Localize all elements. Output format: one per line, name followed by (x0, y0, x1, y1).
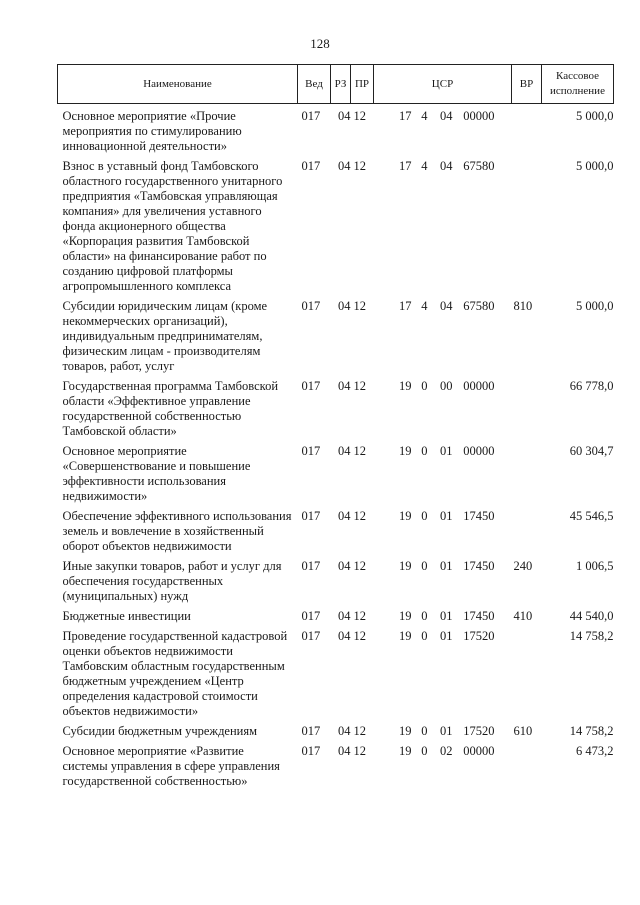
table-row (58, 744, 614, 794)
csr-code (374, 299, 495, 314)
cell-vr (512, 629, 542, 724)
cell-rz: 04 (338, 744, 351, 758)
header-sum: Кассовое исполнение (542, 65, 614, 104)
csr-part: 4 (421, 159, 428, 173)
csr-part: 17520 (463, 724, 495, 738)
csr-part: 4 (421, 109, 428, 123)
cell-name: Основное мероприятие «Развитие системы управления в сфере управления государственной собственностью» (62, 744, 280, 788)
csr-part: 0 (421, 559, 428, 573)
header-csr: ЦСР (374, 65, 512, 104)
table-row (58, 609, 614, 629)
cell-ved: 017 (301, 379, 321, 393)
cell-ved: 017 (301, 509, 321, 523)
cell-name: Субсидии бюджетным учреждениям (62, 724, 258, 738)
cell-pr: 12 (353, 109, 366, 123)
csr-code (374, 724, 495, 739)
cell-sum: 44 540,0 (569, 609, 614, 623)
csr-part: 0 (421, 724, 428, 738)
csr-code (374, 609, 495, 624)
header-rz: РЗ (331, 65, 351, 104)
cell-pr: 12 (353, 609, 366, 623)
cell-name: Бюджетные инвестиции (62, 609, 191, 623)
cell-name: Основное мероприятие «Совершенствование и повышение эффективности использования недвижимости» (62, 444, 251, 503)
header-pr: ПР (351, 65, 374, 104)
cell-ved: 017 (301, 109, 321, 123)
cell-sum: 1 006,5 (576, 559, 614, 573)
cell-sum: 66 778,0 (569, 379, 614, 393)
csr-part: 01 (440, 444, 453, 458)
csr-part: 19 (399, 509, 412, 523)
csr-code (374, 109, 495, 124)
cell-vr: 610 (513, 724, 533, 738)
cell-vr (512, 444, 542, 509)
table-row (58, 509, 614, 559)
csr-part: 19 (399, 629, 412, 643)
csr-part: 17450 (463, 509, 495, 523)
table-row (58, 444, 614, 509)
budget-table (57, 64, 614, 794)
csr-part: 00000 (463, 109, 495, 123)
csr-part: 0 (421, 444, 428, 458)
cell-rz: 04 (338, 109, 351, 123)
csr-part: 17 (399, 109, 412, 123)
cell-vr (512, 379, 542, 444)
cell-ved: 017 (301, 559, 321, 573)
csr-part: 17520 (463, 629, 495, 643)
cell-pr: 12 (353, 159, 366, 173)
table-header (58, 65, 614, 104)
csr-part: 0 (421, 609, 428, 623)
table-row (58, 104, 614, 160)
cell-ved: 017 (301, 629, 321, 643)
csr-part: 0 (421, 379, 428, 393)
header-vr: ВР (512, 65, 542, 104)
cell-csr (374, 379, 512, 394)
csr-part: 19 (399, 559, 412, 573)
cell-sum: 45 546,5 (569, 509, 614, 523)
cell-sum: 5 000,0 (576, 109, 614, 123)
cell-name: Иные закупки товаров, работ и услуг для обеспечения государственных (муниципальных) нужд (62, 559, 282, 603)
page-number: 128 (310, 36, 330, 51)
table-row (58, 159, 614, 299)
cell-pr: 12 (353, 509, 366, 523)
cell-vr: 810 (513, 299, 533, 313)
cell-rz: 04 (338, 379, 351, 393)
csr-part: 17450 (463, 609, 495, 623)
csr-part: 17 (399, 159, 412, 173)
cell-pr: 12 (353, 444, 366, 458)
cell-rz: 04 (338, 629, 351, 643)
cell-csr (374, 629, 512, 644)
cell-ved: 017 (301, 609, 321, 623)
csr-code (374, 744, 495, 759)
cell-rz: 04 (338, 609, 351, 623)
cell-rz: 04 (338, 509, 351, 523)
cell-ved: 017 (301, 159, 321, 173)
cell-csr (374, 299, 512, 314)
cell-sum: 14 758,2 (569, 724, 614, 738)
table-row (58, 629, 614, 724)
csr-code (374, 159, 495, 174)
csr-part: 19 (399, 609, 412, 623)
cell-vr: 410 (513, 609, 533, 623)
table-row (58, 379, 614, 444)
csr-part: 0 (421, 744, 428, 758)
csr-part: 01 (440, 724, 453, 738)
cell-ved: 017 (301, 744, 321, 758)
cell-rz: 04 (338, 159, 351, 173)
csr-part: 19 (399, 444, 412, 458)
cell-vr: 240 (513, 559, 533, 573)
table-body (58, 104, 614, 795)
header-name: Наименование (58, 65, 298, 104)
csr-part: 04 (440, 159, 453, 173)
header-ved: Вед (298, 65, 331, 104)
csr-part: 17 (399, 299, 412, 313)
cell-name: Основное мероприятие «Прочие мероприятия по стимулированию инновационной деятельности» (62, 109, 242, 153)
cell-csr (374, 509, 512, 524)
cell-pr: 12 (353, 559, 366, 573)
cell-csr (374, 724, 512, 739)
csr-part: 0 (421, 629, 428, 643)
cell-sum: 5 000,0 (576, 159, 614, 173)
cell-vr (512, 744, 542, 794)
cell-name: Взнос в уставный фонд Тамбовского областного государственного унитарного предприятия «Тамбовская управляющая компания» для увеличения уставного фонда акционерного общества «Корпорация развития Тамбовской области» на финансирование работ по созданию цифровой платформы агропромышленного комплекса (62, 159, 283, 293)
cell-sum: 5 000,0 (576, 299, 614, 313)
cell-vr (512, 159, 542, 299)
cell-pr: 12 (353, 744, 366, 758)
csr-part: 00 (440, 379, 453, 393)
table-row (58, 724, 614, 744)
cell-vr (512, 104, 542, 160)
cell-ved: 017 (301, 444, 321, 458)
csr-part: 67580 (463, 299, 495, 313)
cell-sum: 14 758,2 (569, 629, 614, 643)
csr-part: 19 (399, 744, 412, 758)
csr-code (374, 444, 495, 459)
cell-ved: 017 (301, 724, 321, 738)
cell-name: Обеспечение эффективного использования земель и вовлечение в хозяйственный оборот объектов недвижимости (62, 509, 292, 553)
cell-rz: 04 (338, 559, 351, 573)
table-row (58, 559, 614, 609)
csr-code (374, 379, 495, 394)
csr-code (374, 629, 495, 644)
cell-pr: 12 (353, 379, 366, 393)
cell-csr (374, 444, 512, 459)
cell-rz: 04 (338, 444, 351, 458)
csr-part: 00000 (463, 744, 495, 758)
csr-part: 02 (440, 744, 453, 758)
csr-part: 01 (440, 629, 453, 643)
cell-rz: 04 (338, 724, 351, 738)
cell-csr (374, 609, 512, 624)
csr-part: 19 (399, 724, 412, 738)
csr-part: 4 (421, 299, 428, 313)
csr-code (374, 509, 495, 524)
csr-part: 01 (440, 559, 453, 573)
cell-pr: 12 (353, 629, 366, 643)
table-row (58, 299, 614, 379)
cell-name: Субсидии юридическим лицам (кроме некоммерческих организаций), индивидуальным предпринимателям, физическим лицам - производителям товаров, работ, услуг (62, 299, 268, 373)
cell-csr (374, 159, 512, 174)
cell-csr (374, 559, 512, 574)
cell-csr (374, 104, 512, 124)
csr-part: 67580 (463, 159, 495, 173)
cell-name: Проведение государственной кадастровой оценки объектов недвижимости Тамбовским областным государственным бюджетным учреждением «Центр определения кадастровой стоимости объектов недвижимости» (62, 629, 288, 718)
cell-vr (512, 509, 542, 559)
csr-part: 04 (440, 299, 453, 313)
csr-code (374, 559, 495, 574)
cell-sum: 6 473,2 (576, 744, 614, 758)
csr-part: 00000 (463, 379, 495, 393)
cell-name: Государственная программа Тамбовской области «Эффективное управление государственной собственностью Тамбовской области» (62, 379, 279, 438)
cell-rz: 04 (338, 299, 351, 313)
csr-part: 00000 (463, 444, 495, 458)
csr-part: 17450 (463, 559, 495, 573)
csr-part: 01 (440, 609, 453, 623)
csr-part: 01 (440, 509, 453, 523)
cell-pr: 12 (353, 299, 366, 313)
cell-csr (374, 744, 512, 759)
cell-ved: 017 (301, 299, 321, 313)
cell-sum: 60 304,7 (569, 444, 614, 458)
csr-part: 04 (440, 109, 453, 123)
cell-pr: 12 (353, 724, 366, 738)
csr-part: 0 (421, 509, 428, 523)
csr-part: 19 (399, 379, 412, 393)
